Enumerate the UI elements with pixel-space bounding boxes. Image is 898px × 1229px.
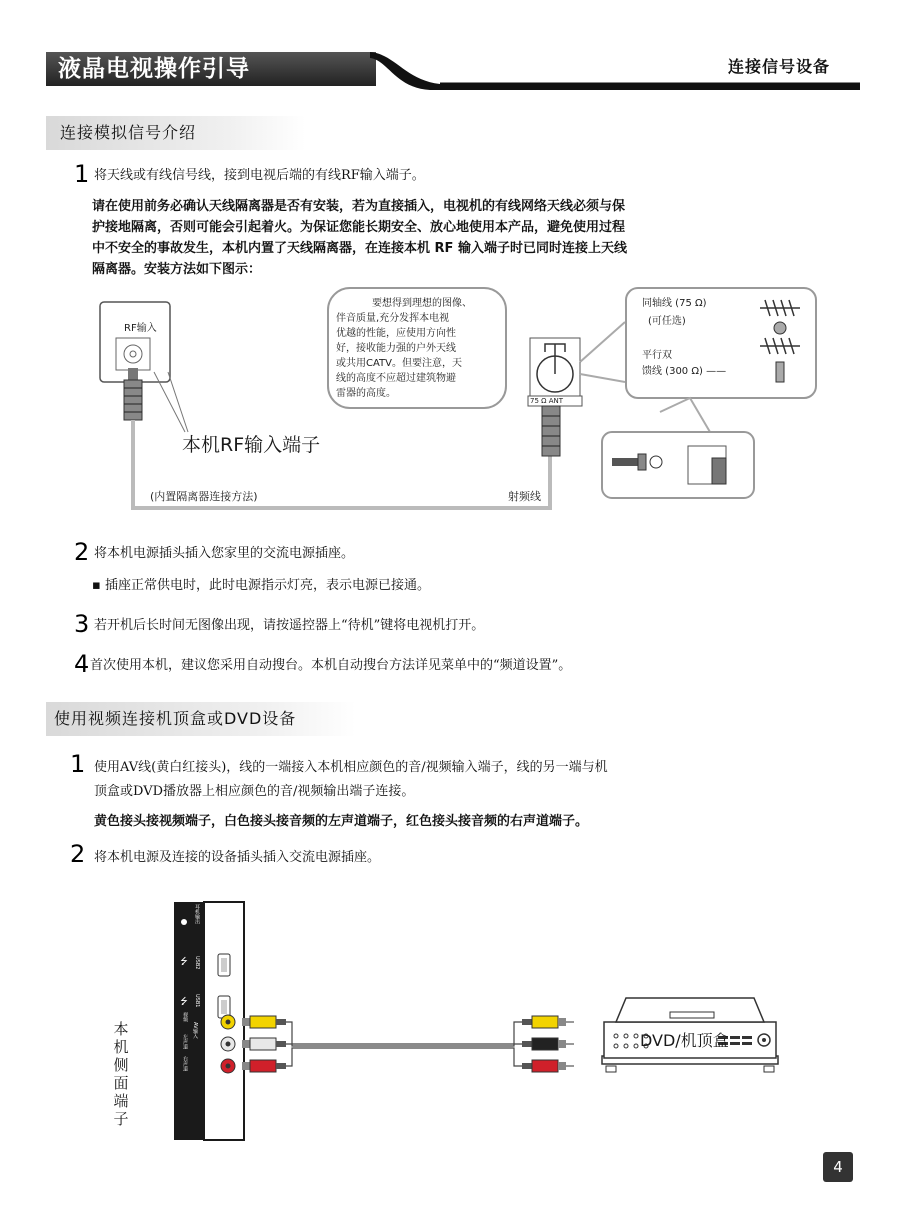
step-text: 使用AV线(黄白红接头)，线的一端接入本机相应颜色的音/视频输入端子，线的另一端与机	[94, 760, 608, 775]
twin-lead-plug-icon	[776, 362, 784, 382]
builtin-isolator-label: (内置隔离器连接方法)	[150, 490, 258, 503]
rf-cable-label: 射频线	[508, 490, 541, 503]
step-text: 若开机后长时间无图像出现，请按遥控器上“待机”键将电视机打开。	[94, 618, 485, 633]
side-label-char: 子	[113, 1110, 129, 1128]
step-text: 首次使用本机，建议您采用自动搜台。本机自动搜台方法详见菜单中的“频道设置”。	[90, 658, 572, 673]
panel-label: 右声道	[182, 1056, 188, 1071]
av-plugs-right	[522, 1016, 574, 1072]
panel-label: 耳机输出	[194, 904, 200, 924]
side-label-char: 面	[113, 1074, 129, 1092]
step-text: 顶盒或DVD播放器上相应颜色的音/视频输出端子连接。	[94, 784, 415, 799]
step-number: 1	[70, 750, 86, 778]
callout-line: 优越的性能，应使用方向性	[336, 328, 456, 339]
step-text: 将本机电源插头插入您家里的交流电源插座。	[94, 546, 355, 561]
paragraph-line: 隔离器。安装方法如下图示：	[92, 262, 262, 277]
parallel-label: 馈线 (300 Ω) ——	[642, 366, 727, 377]
paragraph-line: 护接地隔离，否则可能会引起着火。为保证您能长期安全、放心地使用本产品，避免使用过程	[92, 220, 626, 235]
step-number: 3	[74, 610, 90, 638]
paragraph-line: 中不安全的事故发生，本机内置了天线隔离器，在连接本机 RF 输入端子时已同时连接上天线	[92, 241, 627, 256]
panel-labels	[182, 898, 202, 1138]
panel-label: 视频	[182, 1012, 188, 1022]
callout-line: 线的高度不应超过建筑物避	[336, 373, 456, 384]
callout-line: 雷器的高度。	[336, 388, 396, 399]
paragraph-line: 请在使用前务必确认天线隔离器是否有安装，若为直接插入，电视机的有线网络天线必须与保	[92, 199, 626, 214]
step-number: 2	[70, 840, 86, 868]
step-number: 1	[74, 160, 90, 188]
header-title: 液晶电视操作引导	[58, 55, 250, 82]
panel-label: 左声道	[182, 1034, 188, 1049]
callout-line: 好，接收能力强的户外天线	[336, 343, 456, 354]
header-section-name: 连接信号设备	[728, 57, 831, 76]
av-cable-right	[286, 1048, 522, 1066]
bullet-note: ▪ 插座正常供电时，此时电源指示灯亮，表示电源已接通。	[92, 578, 430, 593]
coax-label: 同轴线 (75 Ω)	[642, 298, 707, 309]
step-text: 将本机电源及连接的设备插头插入交流电源插座。	[94, 850, 381, 865]
step-number: 2	[74, 538, 90, 566]
step-number: 4	[74, 650, 90, 678]
step-bold-note: 黄色接头接视频端子，白色接头接音频的左声道端子，红色接头接音频的右声道端子。	[94, 814, 589, 829]
section-title-dvd: 使用视频连接机顶盒或DVD设备	[54, 709, 297, 728]
dvd-label: DVD/机顶盒	[640, 1031, 729, 1050]
panel-label: USB1	[194, 994, 200, 1008]
usb-icon: ⭍	[180, 997, 188, 1007]
av-connection-diagram	[170, 900, 790, 1145]
coax-optional-label: (可任选)	[648, 316, 686, 327]
ant-label: 75 Ω ANT	[530, 397, 564, 405]
side-terminal-label	[112, 1020, 130, 1128]
callout-line: 要想得到理想的图像、	[372, 298, 472, 309]
av-cable-video	[286, 1022, 522, 1046]
usb-icon: ⭍	[180, 957, 188, 967]
av-plugs-left	[242, 1016, 286, 1072]
step-text: 将天线或有线信号线，接到电视后端的有线RF输入端子。	[94, 168, 425, 183]
side-label-char: 端	[113, 1092, 129, 1110]
rf-terminal-label: 本机RF输入端子	[182, 434, 321, 456]
coax-plug-icon	[774, 322, 786, 334]
side-label-char: 本	[113, 1020, 129, 1038]
section-title-analog: 连接模拟信号介绍	[60, 123, 197, 142]
panel-label: AV输入	[192, 1022, 198, 1039]
callout-line: 伴音质量,充分发挥本电视	[336, 313, 450, 324]
callout-line: 或共用CATV。但要注意，天	[336, 358, 462, 369]
side-label-char: 机	[113, 1038, 129, 1056]
callout-text	[336, 296, 510, 401]
install-paragraph	[92, 196, 812, 280]
parallel-label: 平行双	[642, 350, 672, 361]
rf-port-label: RF输入	[124, 323, 157, 334]
side-label-char: 侧	[113, 1056, 129, 1074]
panel-label: USB2	[194, 956, 200, 970]
page-number: 4	[823, 1152, 853, 1182]
